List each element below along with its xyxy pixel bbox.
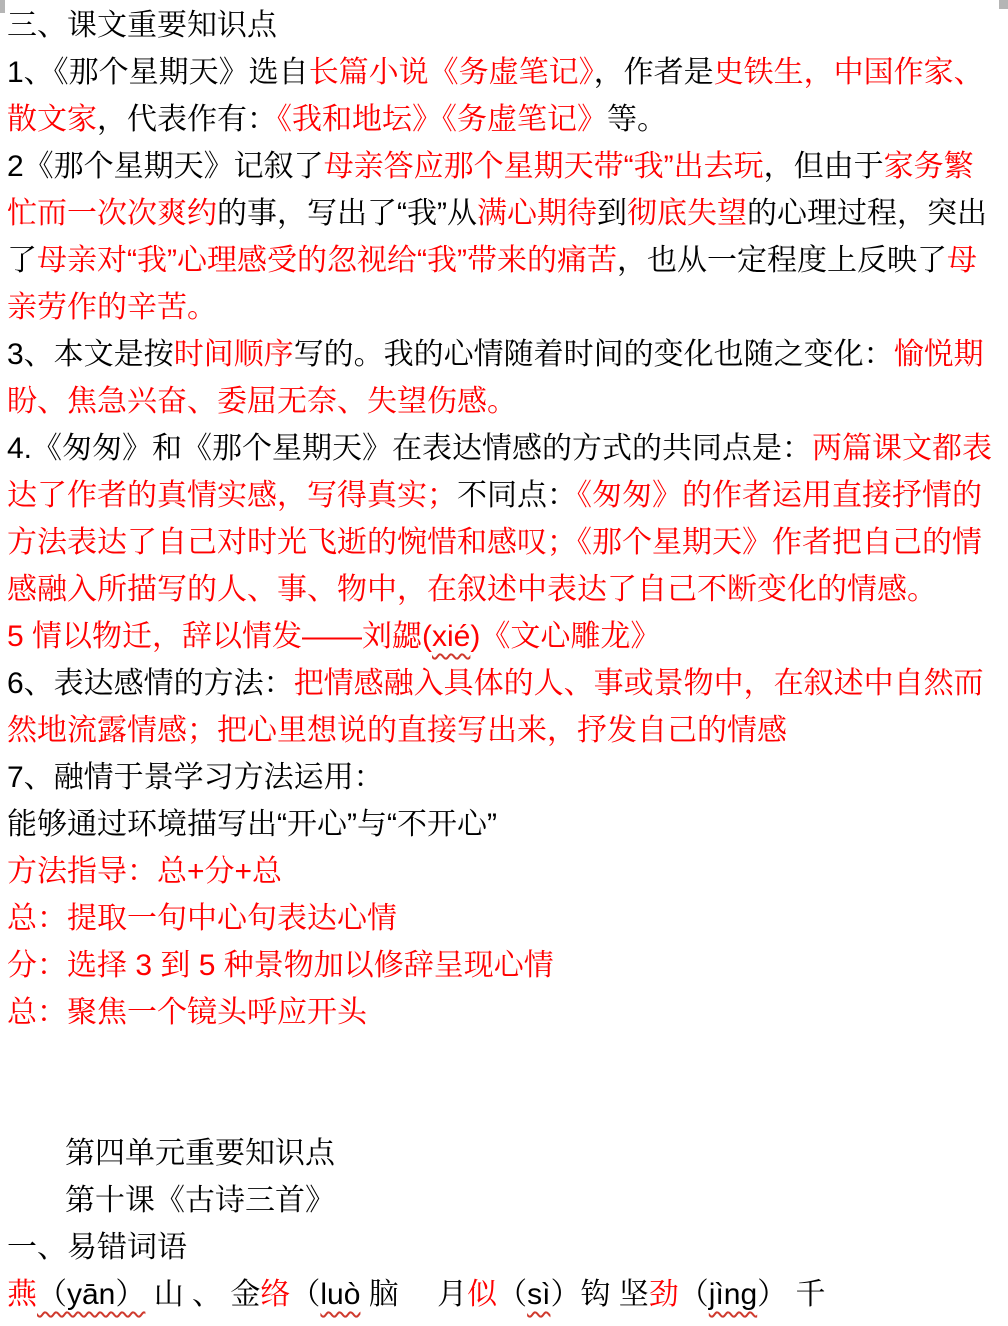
- scrollbar-fragment[interactable]: [999, 0, 1008, 9]
- note-item-2: [7, 143, 1002, 331]
- error-prone-words-line: [7, 1271, 1002, 1318]
- text-run: 1、《那个星期天》选自: [7, 56, 309, 89]
- text-run: jìng: [708, 1278, 758, 1311]
- text-run: 3、本文是按: [7, 338, 174, 371]
- text-run: ，作者是: [593, 56, 714, 89]
- text-run: 总：聚焦一个镜头呼应开头: [7, 996, 367, 1029]
- screen-edge-artifact: [0, 0, 5, 13]
- text-run: ，代表作有：: [97, 103, 277, 136]
- text-run: 两篇课文都表达了作者的真情实感，写得真实；: [7, 432, 993, 512]
- text-run: 燕: [7, 1278, 37, 1311]
- text-run: 母亲答应那个星期天带“我”出去玩: [323, 150, 764, 183]
- text-run: 第十课《古诗三首》: [65, 1184, 335, 1217]
- section-heading-3: [7, 2, 1002, 49]
- method-guide-line: [7, 848, 1002, 895]
- text-run: 到: [596, 197, 627, 230]
- text-run: 母亲劳作的辛苦。: [7, 244, 977, 324]
- note-item-7: [7, 754, 1002, 801]
- text-run: （: [497, 1278, 528, 1311]
- text-run: 络: [260, 1278, 291, 1311]
- lesson-10-heading: [7, 1177, 1002, 1224]
- text-run: )《文心雕龙》: [470, 620, 661, 653]
- text-run: 家务繁忙而一次次爽约: [7, 150, 974, 230]
- text-run: 分：选择 3 到 5 种景物加以修辞呈现心情: [7, 949, 554, 982]
- text-run: 写的。我的心情随着时间的变化也随之变化：: [293, 338, 894, 371]
- text-run: 愉悦期盼、焦急兴奋、委屈无奈、失望伤感。: [7, 338, 984, 418]
- text-run: 彻底失望: [626, 197, 747, 230]
- text-run: 满心期待: [476, 197, 597, 230]
- text-run: 等。: [607, 103, 667, 136]
- text-run: 钩 坚: [580, 1278, 649, 1311]
- text-run: 第四单元重要知识点: [65, 1137, 335, 1170]
- note-item-7-detail: [7, 801, 1002, 848]
- text-run: 方法指导：总+分+总: [7, 855, 283, 888]
- note-item-4: [7, 425, 1002, 613]
- text-run: ，但由于: [763, 150, 884, 183]
- text-run: 的事，写出了“我”从: [217, 197, 477, 230]
- text-run: 2《那个星期天》记叙了: [7, 150, 324, 183]
- text-run: 《匆匆》的作者运用直接抒情的方法表达了自己对时光飞逝的惋惜和感叹；《那个星期天》作者把自己的情感融入所描写的人、事、物中，在叙述中表达了自己不断变化的情感。: [7, 479, 982, 606]
- text-run: （: [290, 1278, 321, 1311]
- note-item-3: [7, 331, 1002, 425]
- text-run: 时间顺序: [173, 338, 294, 371]
- text-run: 7、融情于景学习方法运用：: [7, 761, 384, 794]
- text-run: 4.《匆匆》和《那个星期天》在表达情感的方式的共同点是：: [7, 432, 813, 465]
- text-run: ）: [550, 1278, 581, 1311]
- text-run: 脑 月: [360, 1278, 468, 1311]
- text-run: xié: [432, 620, 471, 653]
- note-item-5: [7, 613, 1002, 660]
- section-heading-1-words: [7, 1224, 1002, 1271]
- text-run: （: [678, 1278, 709, 1311]
- text-run: 一、易错词语: [7, 1231, 187, 1264]
- method-zong-2-line: [7, 989, 1002, 1036]
- text-run: 劲: [648, 1278, 679, 1311]
- text-run: 把情感融入具体的人、事或景物中，在叙述中自然而然地流露情感；把心里想说的直接写出来，抒发自己的情感: [7, 667, 984, 747]
- text-run: ）: [757, 1278, 788, 1311]
- method-zong-1-line: [7, 895, 1002, 942]
- text-run: 千: [787, 1278, 826, 1311]
- text-run: 《我和地坛》《务虚笔记》: [277, 103, 607, 136]
- text-run: 似: [467, 1278, 498, 1311]
- text-run: ，也从一定程度上反映了: [616, 244, 947, 277]
- text-run: （yān）: [37, 1278, 146, 1311]
- text-run: sì: [527, 1278, 551, 1311]
- text-run: 的心理过程，突出了: [7, 197, 987, 277]
- text-run: luò: [320, 1278, 361, 1311]
- text-run: 总：提取一句中心句表达心情: [7, 902, 397, 935]
- text-run: 母亲对“我”心理感受的忽视给“我”带来的痛苦: [37, 244, 617, 277]
- text-run: 5 情以物迁，辞以情发——刘勰(: [7, 620, 433, 653]
- method-fen-line: [7, 942, 1002, 989]
- text-run: 史铁生，中国作家、散文家: [7, 56, 984, 136]
- text-run: 不同点：: [457, 479, 577, 512]
- section-gap: [7, 1036, 1002, 1130]
- text-run: 长篇小说《务虚笔记》: [308, 56, 594, 89]
- unit-4-heading: [7, 1130, 1002, 1177]
- text-run: 山 、 金: [145, 1278, 261, 1311]
- text-run: 三、课文重要知识点: [7, 9, 277, 42]
- note-item-6: [7, 660, 1002, 754]
- note-item-1: [7, 49, 1002, 143]
- text-run: 能够通过环境描写出“开心”与“不开心”: [7, 808, 497, 841]
- text-run: 6、表达感情的方法：: [7, 667, 294, 700]
